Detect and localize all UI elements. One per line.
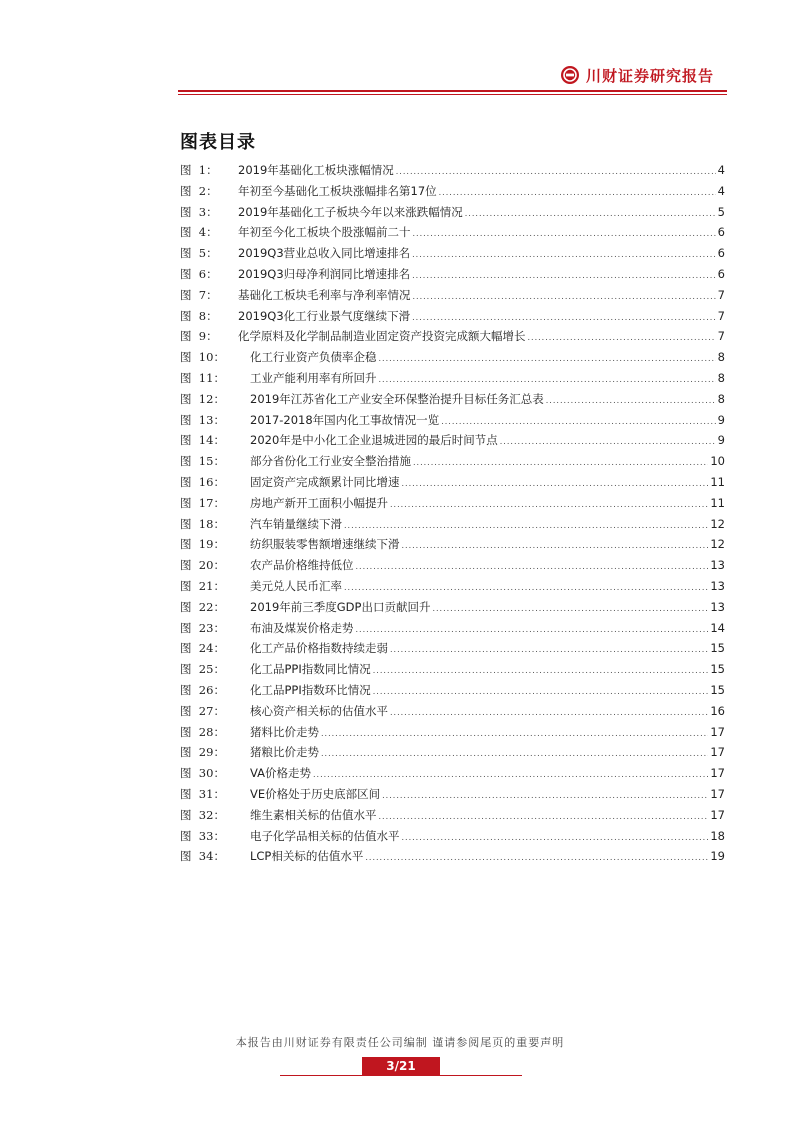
toc-entry-page[interactable]: 8 xyxy=(717,391,725,406)
toc-entry-title[interactable]: 猪粮比价走势 xyxy=(250,745,319,760)
toc-entry[interactable] xyxy=(180,389,725,410)
toc-leader-dots xyxy=(465,204,716,225)
toc-entry-label: 图 10： xyxy=(180,350,225,365)
toc-entry-title[interactable]: 化工行业资产负债率企稳 xyxy=(250,350,377,365)
toc-entry-label: 图 27： xyxy=(180,703,225,718)
toc-entry-page[interactable]: 18 xyxy=(710,828,725,843)
toc-leader-dots xyxy=(412,308,716,329)
chuancai-logo-icon xyxy=(561,66,579,84)
toc-entry-title[interactable]: 房地产新开工面积小幅提升 xyxy=(250,495,388,510)
toc-entry[interactable] xyxy=(180,680,725,701)
toc-entry[interactable] xyxy=(180,222,725,243)
toc-entry-label: 图 16： xyxy=(180,474,225,489)
toc-entry-title[interactable]: 纺织服装零售额增速继续下滑 xyxy=(250,537,400,552)
toc-entry-page[interactable]: 9 xyxy=(717,433,725,448)
toc-entry-title[interactable]: 工业产能利用率有所回升 xyxy=(250,370,377,385)
toc-entry-page[interactable]: 15 xyxy=(710,641,725,656)
toc-entry-label: 图 3： xyxy=(180,204,218,219)
toc-leader-dots xyxy=(379,370,716,391)
toc-entry-page[interactable]: 11 xyxy=(710,474,725,489)
toc-entry-page[interactable]: 7 xyxy=(717,329,725,344)
toc-entry[interactable] xyxy=(180,597,725,618)
toc-entry-label: 图 22： xyxy=(180,599,225,614)
toc-entry[interactable] xyxy=(180,285,725,306)
toc-entry-page[interactable]: 4 xyxy=(717,163,725,177)
toc-entry-label: 图 9： xyxy=(180,329,218,344)
toc-leader-dots xyxy=(402,474,709,495)
toc-entry-page[interactable]: 8 xyxy=(717,370,725,385)
toc-entry-page[interactable]: 13 xyxy=(710,558,725,573)
toc-entry-title[interactable]: 核心资产相关标的估值水平 xyxy=(250,703,388,718)
toc-leader-dots xyxy=(413,287,716,308)
toc-entry-title[interactable]: 猪料比价走势 xyxy=(250,724,319,739)
toc-entry[interactable] xyxy=(180,534,725,555)
toc-entry-page[interactable]: 14 xyxy=(710,620,725,635)
toc-entry-label: 图 33： xyxy=(180,828,225,843)
toc-entry-label: 图 1： xyxy=(180,163,218,177)
toc-entry-page[interactable]: 10 xyxy=(710,454,725,469)
toc-entry[interactable] xyxy=(180,618,725,639)
toc-entry-label: 图 21： xyxy=(180,578,225,593)
figure-list xyxy=(180,160,725,867)
header-divider xyxy=(178,90,727,92)
toc-entry[interactable] xyxy=(180,472,725,493)
toc-entry-title[interactable]: 化学原料及化学制品制造业固定资产投资完成额大幅增长 xyxy=(238,329,526,344)
toc-leader-dots xyxy=(379,349,716,370)
toc-entry-title[interactable]: 维生素相关标的估值水平 xyxy=(250,807,377,822)
toc-entry[interactable] xyxy=(180,701,725,722)
toc-leader-dots xyxy=(365,848,708,869)
toc-entry-title[interactable]: 2019年基础化工子板块今年以来涨跌幅情况 xyxy=(238,204,463,219)
toc-leader-dots xyxy=(402,536,709,557)
toc-entry-page[interactable]: 17 xyxy=(710,745,725,760)
toc-entry-label: 图 34： xyxy=(180,849,225,864)
toc-entry-title[interactable]: 电子化学品相关标的估值水平 xyxy=(250,828,400,843)
toc-entry[interactable] xyxy=(180,659,725,680)
toc-entry-page[interactable]: 8 xyxy=(717,350,725,365)
toc-entry-page[interactable]: 7 xyxy=(717,308,725,323)
toc-leader-dots xyxy=(432,599,708,620)
toc-entry-title[interactable]: VE价格处于历史底部区间 xyxy=(250,786,381,801)
toc-leader-dots xyxy=(528,328,716,349)
toc-entry-label: 图 15： xyxy=(180,454,225,469)
toc-entry-label: 图 31： xyxy=(180,786,225,801)
toc-entry-page[interactable]: 17 xyxy=(710,807,725,822)
toc-entry-title[interactable]: 2020年是中小化工企业退城进园的最后时间节点 xyxy=(250,433,498,448)
footer-disclaimer: 本报告由川财证券有限责任公司编制 谨请参阅尾页的重要声明 xyxy=(235,1036,565,1049)
toc-leader-dots xyxy=(390,640,708,661)
toc-entry-label: 图 14： xyxy=(180,433,225,448)
toc-entry-title[interactable]: 基础化工板块毛利率与净利率情况 xyxy=(238,287,411,302)
toc-entry-page[interactable]: 7 xyxy=(717,287,725,302)
toc-entry-label: 图 30： xyxy=(180,766,225,781)
toc-leader-dots xyxy=(373,682,709,703)
toc-entry-page[interactable]: 13 xyxy=(710,599,725,614)
toc-entry-label: 图 4： xyxy=(180,225,218,240)
toc-entry-page[interactable]: 16 xyxy=(710,703,725,718)
toc-entry-title[interactable]: 2017-2018年国内化工事故情况一览 xyxy=(250,412,440,427)
toc-leader-dots xyxy=(546,391,716,412)
toc-entry-page[interactable]: 12 xyxy=(710,537,725,552)
toc-entry[interactable] xyxy=(180,742,725,763)
toc-entry[interactable] xyxy=(180,202,725,223)
toc-leader-dots xyxy=(439,183,716,204)
toc-leader-dots xyxy=(413,224,716,245)
toc-entry-title[interactable]: 年初至今基础化工板块涨幅排名第17位 xyxy=(238,183,437,198)
toc-leader-dots xyxy=(412,266,716,287)
toc-entry-label: 图 26： xyxy=(180,682,225,697)
toc-leader-dots xyxy=(500,432,716,453)
toc-entry-label: 图 19： xyxy=(180,537,225,552)
toc-leader-dots xyxy=(402,828,709,849)
toc-entry-label: 图 6： xyxy=(180,266,218,281)
toc-leader-dots xyxy=(321,724,708,745)
toc-entry-title[interactable]: 化工品PPI指数环比情况 xyxy=(250,682,371,697)
toc-entry[interactable] xyxy=(180,722,725,743)
toc-entry[interactable] xyxy=(180,368,725,389)
report-header xyxy=(561,60,714,90)
toc-leader-dots xyxy=(344,516,708,537)
toc-leader-dots xyxy=(313,765,708,786)
toc-entry[interactable] xyxy=(180,576,725,597)
toc-entry-title[interactable]: 部分省份化工行业安全整治措施 xyxy=(250,454,411,469)
toc-entry-page[interactable]: 15 xyxy=(710,682,725,697)
toc-entry-title[interactable]: 年初至今化工板块个股涨幅前二十 xyxy=(238,225,411,240)
toc-leader-dots xyxy=(379,807,709,828)
toc-entry[interactable] xyxy=(180,555,725,576)
toc-entry[interactable] xyxy=(180,264,725,285)
toc-entry[interactable] xyxy=(180,181,725,202)
toc-entry-page[interactable]: 6 xyxy=(717,246,725,261)
toc-entry[interactable] xyxy=(180,514,725,535)
toc-entry-label: 图 24： xyxy=(180,641,225,656)
toc-entry-label: 图 20： xyxy=(180,558,225,573)
toc-entry-label: 图 17： xyxy=(180,495,225,510)
toc-entry-title[interactable]: 布油及煤炭价格走势 xyxy=(250,620,354,635)
toc-entry[interactable] xyxy=(180,160,725,181)
toc-entry-label: 图 5： xyxy=(180,246,218,261)
toc-entry-title[interactable]: 2019Q3归母净利润同比增速排名 xyxy=(238,266,411,281)
toc-entry-label: 图 8： xyxy=(180,308,218,323)
toc-leader-dots xyxy=(441,412,715,433)
toc-entry[interactable] xyxy=(180,826,725,847)
toc-entry-title[interactable]: 汽车销量继续下滑 xyxy=(250,516,342,531)
toc-entry-page[interactable]: 11 xyxy=(710,495,725,510)
toc-entry-label: 图 12： xyxy=(180,391,225,406)
toc-entry[interactable] xyxy=(180,805,725,826)
toc-entry-title[interactable]: 化工品PPI指数同比情况 xyxy=(250,662,371,677)
toc-entry-page[interactable]: 4 xyxy=(717,183,725,198)
toc-entry[interactable] xyxy=(180,430,725,451)
toc-entry[interactable] xyxy=(180,784,725,805)
toc-entry-label: 图 18： xyxy=(180,516,225,531)
toc-leader-dots xyxy=(373,661,709,682)
toc-entry[interactable] xyxy=(180,347,725,368)
toc-entry-page[interactable]: 12 xyxy=(710,516,725,531)
toc-entry-page[interactable]: 6 xyxy=(717,225,725,240)
toc-entry[interactable] xyxy=(180,410,725,431)
toc-entry-label: 图 28： xyxy=(180,724,225,739)
toc-entry-title[interactable]: 农产品价格维持低位 xyxy=(250,558,354,573)
toc-entry-page[interactable]: 6 xyxy=(717,266,725,281)
toc-entry-page[interactable]: 5 xyxy=(717,204,725,219)
toc-entry-title[interactable]: 2019年基础化工板块涨幅情况 xyxy=(238,163,394,177)
toc-leader-dots xyxy=(390,495,708,516)
toc-entry-title[interactable]: 化工产品价格指数持续走弱 xyxy=(250,641,388,656)
toc-entry-page[interactable]: 17 xyxy=(710,724,725,739)
toc-entry-page[interactable]: 13 xyxy=(710,578,725,593)
toc-entry[interactable] xyxy=(180,451,725,472)
toc-leader-dots xyxy=(356,557,709,578)
toc-leader-dots xyxy=(413,453,708,474)
toc-entry-page[interactable]: 15 xyxy=(710,662,725,677)
toc-entry-title[interactable]: 2019Q3营业总收入同比增速排名 xyxy=(238,246,411,261)
toc-entry-page[interactable]: 19 xyxy=(710,849,725,864)
toc-entry-title[interactable]: 固定资产完成额累计同比增速 xyxy=(250,474,400,489)
toc-entry[interactable] xyxy=(180,763,725,784)
toc-entry-label: 图 29： xyxy=(180,745,225,760)
toc-entry-page[interactable]: 17 xyxy=(710,786,725,801)
toc-entry-title[interactable]: 2019年前三季度GDP出口贡献回升 xyxy=(250,599,431,614)
toc-entry[interactable] xyxy=(180,493,725,514)
toc-leader-dots xyxy=(390,703,708,724)
toc-leader-dots xyxy=(321,744,708,765)
toc-entry[interactable] xyxy=(180,846,725,867)
toc-entry-label: 图 23： xyxy=(180,620,225,635)
toc-entry[interactable] xyxy=(180,306,725,327)
toc-leader-dots xyxy=(344,578,708,599)
toc-entry-label: 图 7： xyxy=(180,287,218,302)
toc-entry-title[interactable]: 2019年江苏省化工产业安全环保整治提升目标任务汇总表 xyxy=(250,391,544,406)
toc-entry-label: 图 13： xyxy=(180,412,225,427)
toc-entry-label: 图 25： xyxy=(180,662,225,677)
footer-divider xyxy=(280,1075,522,1076)
toc-entry-title[interactable]: 美元兑人民币汇率 xyxy=(250,578,342,593)
toc-entry-title[interactable]: LCP相关标的估值水平 xyxy=(250,849,364,864)
header-title: 川财证券研究报告 xyxy=(586,66,715,85)
header-divider-thin xyxy=(178,94,727,95)
toc-entry-label: 图 32： xyxy=(180,807,225,822)
toc-entry-page[interactable]: 17 xyxy=(710,766,725,781)
toc-leader-dots xyxy=(396,162,716,183)
toc-entry-page[interactable]: 9 xyxy=(717,412,725,427)
toc-entry-title[interactable]: VA价格走势 xyxy=(250,766,311,781)
toc-title: 图表目录 xyxy=(180,132,256,153)
toc-entry-label: 图 2： xyxy=(180,183,218,198)
toc-leader-dots xyxy=(382,786,708,807)
page-number: 3/21 xyxy=(362,1057,440,1075)
toc-leader-dots xyxy=(356,620,709,641)
toc-entry[interactable] xyxy=(180,326,725,347)
toc-entry[interactable] xyxy=(180,243,725,264)
toc-entry-label: 图 11： xyxy=(180,370,225,385)
toc-leader-dots xyxy=(412,245,716,266)
toc-entry-title[interactable]: 2019Q3化工行业景气度继续下滑 xyxy=(238,308,411,323)
toc-entry[interactable] xyxy=(180,638,725,659)
